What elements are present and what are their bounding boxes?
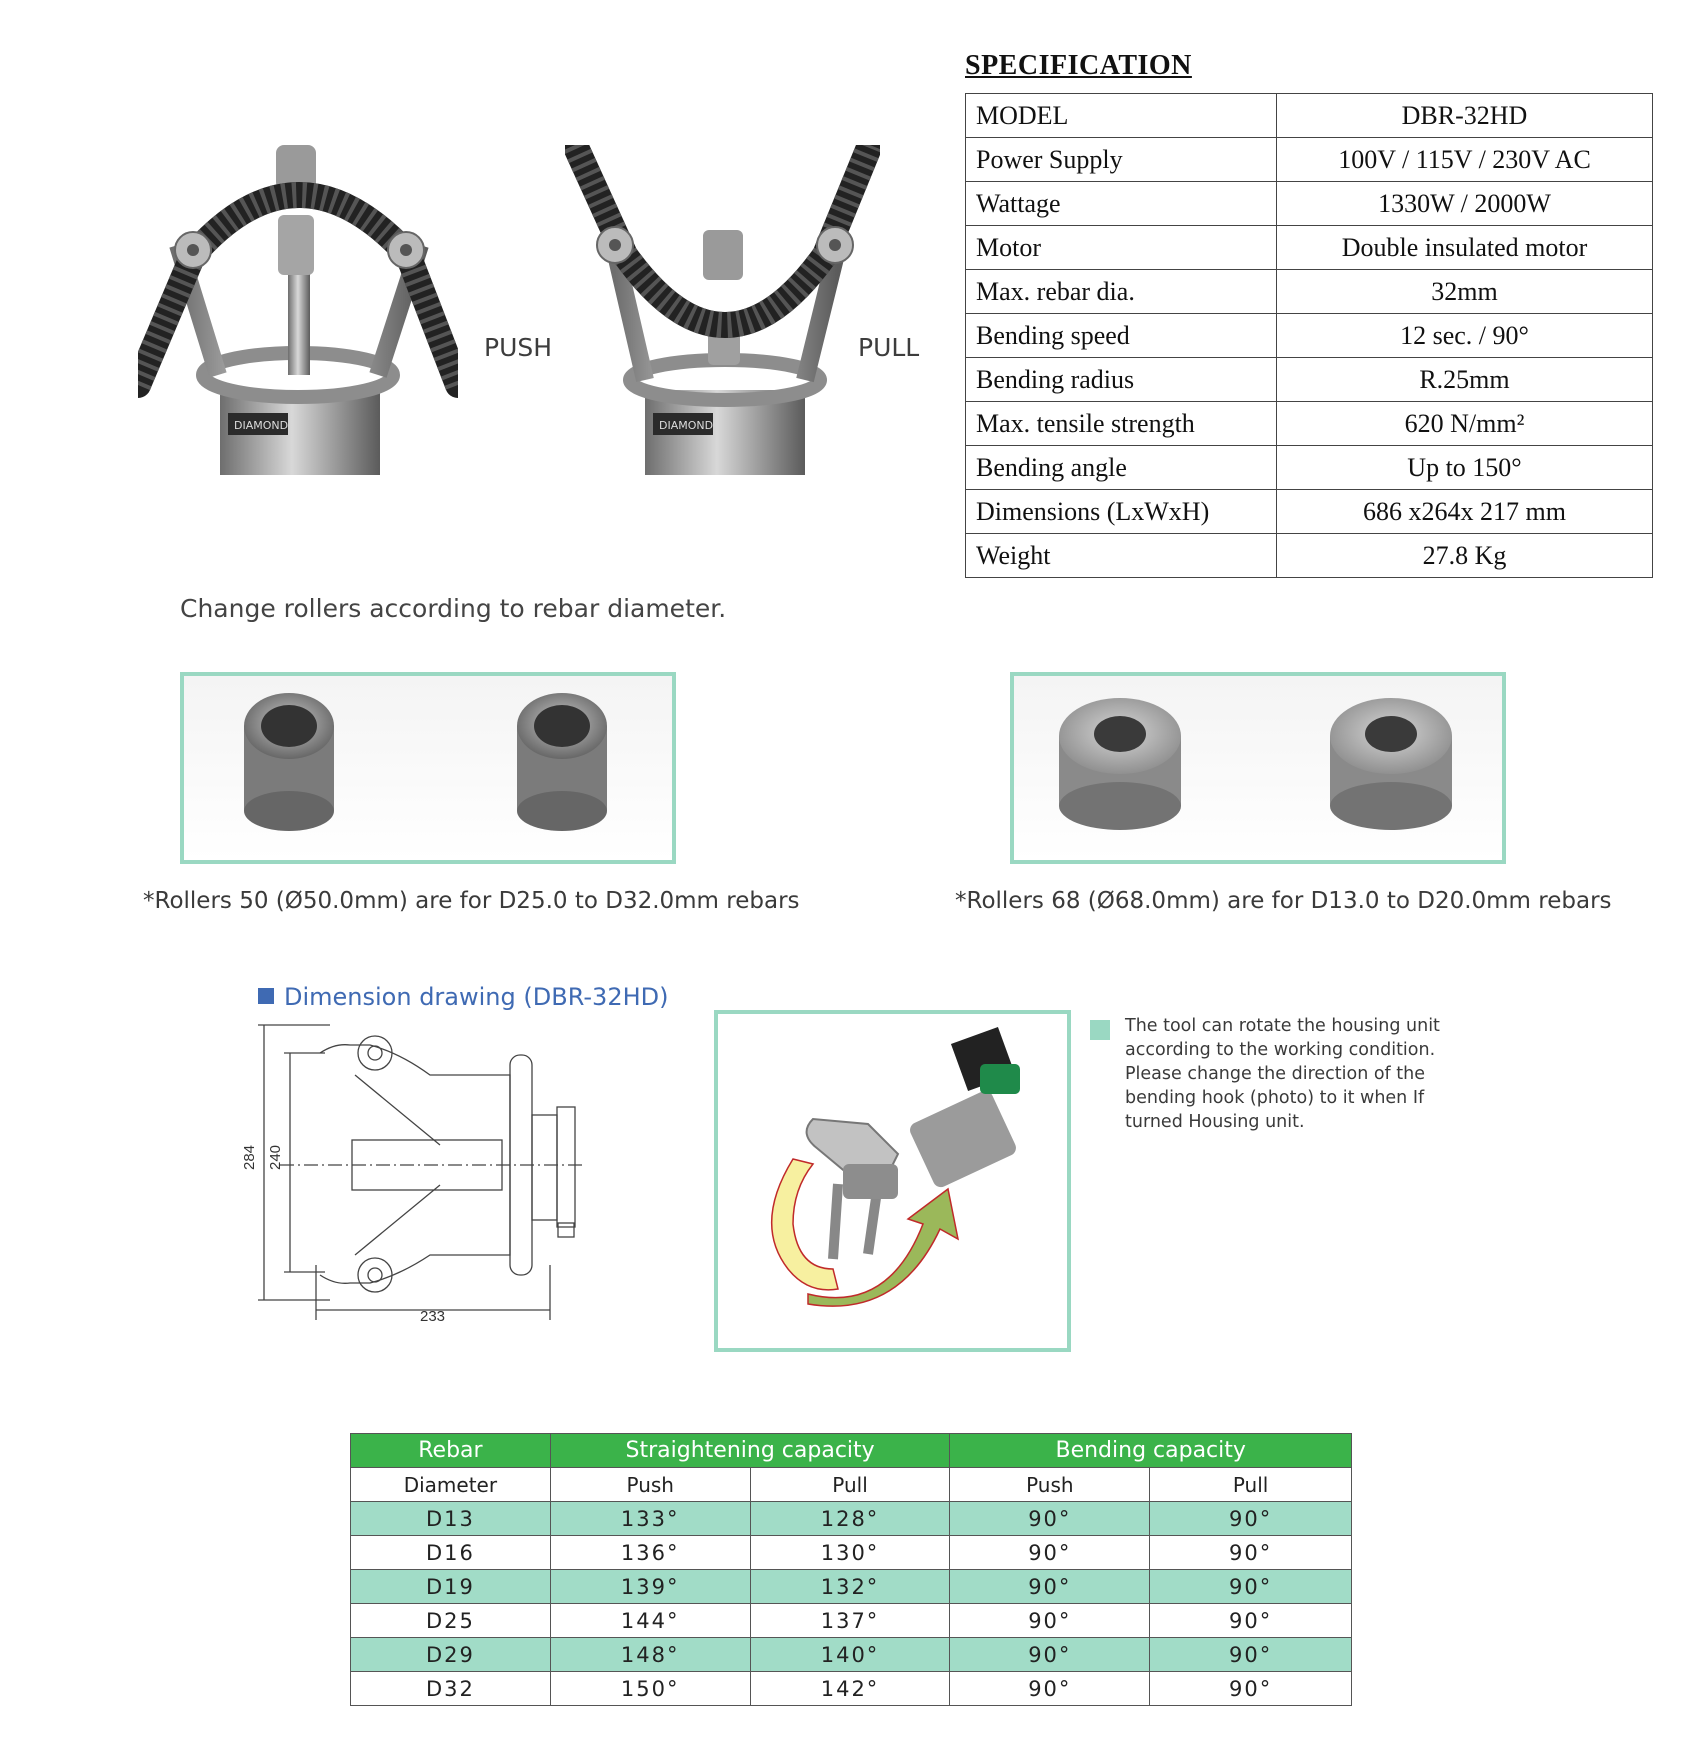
- spec-key: MODEL: [966, 94, 1277, 138]
- spec-key: Max. tensile strength: [966, 402, 1277, 446]
- roller-50-photo: [180, 672, 676, 864]
- roller-50-right: [517, 693, 607, 831]
- cell-bend-pull: 90°: [1150, 1536, 1352, 1570]
- spec-value: Double insulated motor: [1277, 226, 1653, 270]
- cell-straight-pull: 142°: [750, 1672, 950, 1706]
- cell-straight-push: 150°: [550, 1672, 750, 1706]
- table-row: [351, 1672, 1352, 1706]
- dimension-title-text: Dimension drawing (DBR-32HD): [284, 983, 669, 1011]
- spec-row: [966, 226, 1653, 270]
- table-row: [351, 1604, 1352, 1638]
- cell-straight-pull: 132°: [750, 1570, 950, 1604]
- roller-68-right: [1330, 698, 1452, 830]
- dim-233-label: 233: [420, 1308, 446, 1325]
- spec-value: 27.8 Kg: [1277, 534, 1653, 578]
- cell-straight-push: 136°: [550, 1536, 750, 1570]
- spec-row: [966, 490, 1653, 534]
- roller-68-left: [1059, 698, 1181, 830]
- cell-straight-push: 148°: [550, 1638, 750, 1672]
- roller-68-photo: [1010, 672, 1506, 864]
- table-row: [351, 1502, 1352, 1536]
- header-rebar: Rebar: [351, 1434, 551, 1468]
- cell-diameter: D29: [351, 1638, 551, 1672]
- spec-value: DBR-32HD: [1277, 94, 1653, 138]
- header-straight-pull: Pull: [750, 1468, 950, 1502]
- cell-straight-push: 139°: [550, 1570, 750, 1604]
- push-label: PUSH: [484, 333, 553, 362]
- spec-value: 100V / 115V / 230V AC: [1277, 138, 1653, 182]
- rotate-housing-photo: [714, 1010, 1071, 1352]
- spec-value: R.25mm: [1277, 358, 1653, 402]
- table-row: [351, 1570, 1352, 1604]
- spec-key: Power Supply: [966, 138, 1277, 182]
- header-diameter: Diameter: [351, 1468, 551, 1502]
- spec-row: [966, 270, 1653, 314]
- spec-key: Max. rebar dia.: [966, 270, 1277, 314]
- spec-value: 32mm: [1277, 270, 1653, 314]
- roller-68-caption: *Rollers 68 (Ø68.0mm) are for D13.0 to D20.0mm rebars: [955, 888, 1612, 914]
- cell-bend-pull: 90°: [1150, 1502, 1352, 1536]
- rollers-heading: Change rollers according to rebar diameter.: [180, 594, 727, 623]
- spec-row: [966, 402, 1653, 446]
- header-bend-push: Push: [950, 1468, 1150, 1502]
- dim-240-label: 240: [267, 1144, 284, 1170]
- spec-key: Bending speed: [966, 314, 1277, 358]
- spec-value: 12 sec. / 90°: [1277, 314, 1653, 358]
- pull-label: PULL: [858, 333, 920, 362]
- square-bullet-icon: [258, 988, 274, 1004]
- cell-diameter: D16: [351, 1536, 551, 1570]
- cell-diameter: D13: [351, 1502, 551, 1536]
- spec-key: Motor: [966, 226, 1277, 270]
- spec-key: Weight: [966, 534, 1277, 578]
- spec-key: Wattage: [966, 182, 1277, 226]
- roller-50-left: [244, 693, 334, 831]
- cell-straight-pull: 137°: [750, 1604, 950, 1638]
- brand-plate-pull: DIAMOND: [659, 419, 714, 432]
- brand-plate-push: DIAMOND: [234, 419, 289, 432]
- cell-straight-push: 144°: [550, 1604, 750, 1638]
- roller-50-caption: *Rollers 50 (Ø50.0mm) are for D25.0 to D32.0mm rebars: [143, 888, 800, 914]
- dim-284-label: 284: [241, 1144, 258, 1170]
- spec-row: [966, 314, 1653, 358]
- spec-row: [966, 446, 1653, 490]
- capacity-table: [350, 1433, 1352, 1706]
- spec-table: [965, 93, 1653, 578]
- spec-value: 620 N/mm²: [1277, 402, 1653, 446]
- cell-bend-push: 90°: [950, 1502, 1150, 1536]
- cell-diameter: D32: [351, 1672, 551, 1706]
- dimension-title: [258, 983, 668, 1011]
- header-bend-pull: Pull: [1150, 1468, 1352, 1502]
- cell-straight-pull: 140°: [750, 1638, 950, 1672]
- table-row: [351, 1638, 1352, 1672]
- spec-key: Bending angle: [966, 446, 1277, 490]
- rotate-note: The tool can rotate the housing unit according to the working condition. Please change the direction of the bending hook (photo) to it when If turned Housing unit.: [1125, 1016, 1440, 1132]
- cell-bend-pull: 90°: [1150, 1604, 1352, 1638]
- spec-key: Bending radius: [966, 358, 1277, 402]
- spec-row: [966, 534, 1653, 578]
- cell-bend-pull: 90°: [1150, 1638, 1352, 1672]
- spec-value: Up to 150°: [1277, 446, 1653, 490]
- header-straightening: Straightening capacity: [550, 1434, 950, 1468]
- header-bending: Bending capacity: [950, 1434, 1352, 1468]
- spec-row: [966, 358, 1653, 402]
- cell-bend-push: 90°: [950, 1570, 1150, 1604]
- spec-value: 686 x264x 217 mm: [1277, 490, 1653, 534]
- cell-bend-pull: 90°: [1150, 1672, 1352, 1706]
- spec-title: SPECIFICATION: [965, 50, 1192, 81]
- cell-straight-pull: 130°: [750, 1536, 950, 1570]
- spec-key: Dimensions (LxWxH): [966, 490, 1277, 534]
- cell-straight-push: 133°: [550, 1502, 750, 1536]
- cell-bend-push: 90°: [950, 1672, 1150, 1706]
- cell-straight-pull: 128°: [750, 1502, 950, 1536]
- cell-diameter: D25: [351, 1604, 551, 1638]
- table-row: [351, 1536, 1352, 1570]
- cell-bend-pull: 90°: [1150, 1570, 1352, 1604]
- cell-bend-push: 90°: [950, 1536, 1150, 1570]
- cell-bend-push: 90°: [950, 1604, 1150, 1638]
- dimension-drawing: [240, 1015, 600, 1345]
- push-photo: [138, 145, 458, 475]
- spec-row: [966, 138, 1653, 182]
- spec-row: [966, 182, 1653, 226]
- spec-row: [966, 94, 1653, 138]
- spec-value: 1330W / 2000W: [1277, 182, 1653, 226]
- cell-bend-push: 90°: [950, 1638, 1150, 1672]
- header-straight-push: Push: [550, 1468, 750, 1502]
- pull-photo: [565, 145, 880, 475]
- note-bullet-icon: [1090, 1020, 1110, 1040]
- cell-diameter: D19: [351, 1570, 551, 1604]
